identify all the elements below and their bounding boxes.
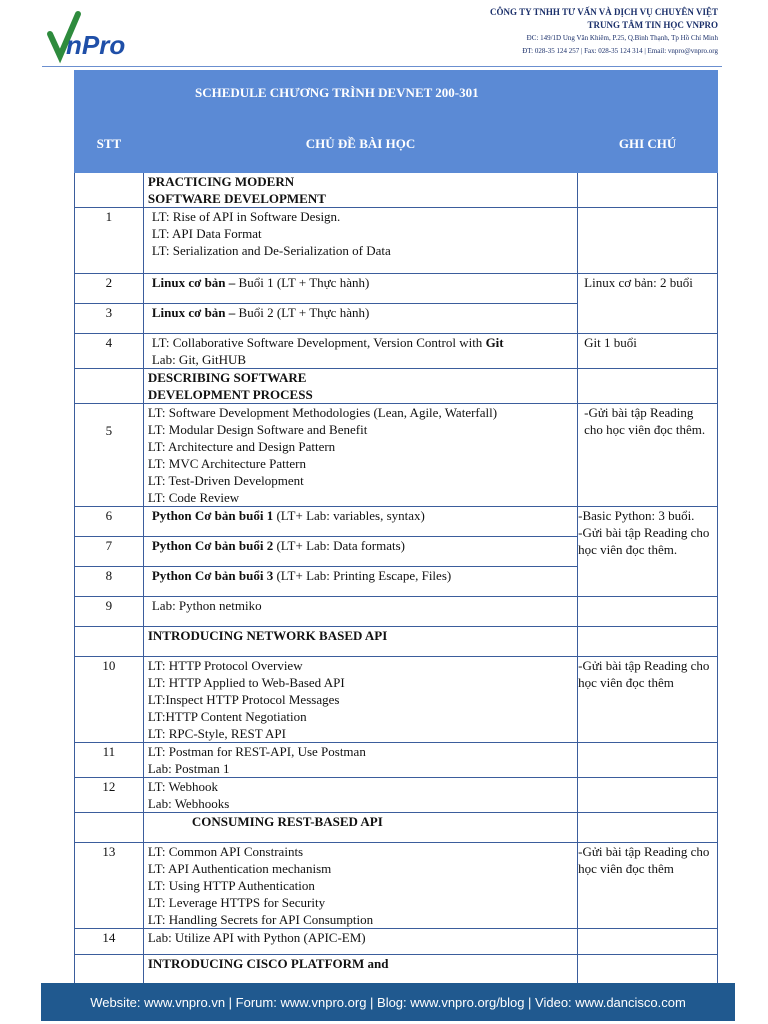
topic-line: LT: Architecture and Design Pattern — [147, 439, 336, 454]
topic-line: LT: Webhook — [147, 779, 219, 794]
row-number: 7 — [75, 537, 144, 567]
row-topic — [143, 537, 577, 567]
topic-bold: Git — [485, 335, 504, 350]
topic-line: LT:Inspect HTTP Protocol Messages — [147, 692, 340, 707]
company-contact: ĐT: 028-35 124 257 | Fax: 028-35 124 314 | Email: vnpro@vnpro.org — [522, 47, 718, 55]
row-number: 14 — [75, 929, 144, 955]
row-topic — [143, 304, 577, 334]
header-divider — [42, 66, 722, 67]
svg-text:nPro: nPro — [66, 30, 126, 60]
row-note: Linux cơ bản: 2 buổi — [578, 274, 718, 334]
row-topic — [143, 843, 577, 929]
center-name: TRUNG TÂM TIN HỌC VNPRO — [587, 20, 718, 30]
topic-line: LT: RPC-Style, REST API — [147, 726, 286, 741]
table-row — [75, 274, 718, 304]
row-topic — [143, 274, 577, 304]
table-row — [75, 507, 718, 537]
topic-line: Lab: Git, GitHUB — [151, 352, 247, 367]
topic-text: Buổi 1 (LT + Thực hành) — [235, 275, 370, 290]
row-number: 10 — [75, 657, 144, 743]
row-topic — [143, 208, 577, 274]
section-title: PRACTICING MODERN SOFTWARE DEVELOPMENT — [143, 173, 577, 208]
row-topic — [143, 507, 577, 537]
table-row — [75, 843, 718, 929]
column-header-stt: STT — [75, 114, 144, 173]
footer-links: Website: www.vnpro.vn | Forum: www.vnpro.org | Blog: www.vnpro.org/blog | Video: www.dancisco.com — [90, 994, 686, 1010]
section-row — [75, 173, 718, 208]
topic-line: LT: Code Review — [147, 490, 240, 505]
table-row — [75, 208, 718, 274]
table-row — [75, 404, 718, 507]
note-line: -Basic Python: 3 buổi. — [578, 508, 695, 523]
column-header-note: GHI CHÚ — [578, 114, 718, 173]
topic-line — [152, 334, 573, 351]
section-row — [75, 813, 718, 843]
topic-line: LT: Leverage HTTPS for Security — [147, 895, 326, 910]
topic-bold: Python Cơ bản buổi 3 — [151, 568, 274, 583]
row-note: -Gửi bài tập Reading cho học viên đọc thêm. — [578, 404, 718, 507]
topic-text: (LT+ Lab: Printing Escape, Files) — [273, 568, 452, 583]
row-topic — [143, 743, 577, 778]
row-number: 5 — [75, 404, 144, 507]
topic-bold: Python Cơ bản buổi 1 — [151, 508, 274, 523]
table-row — [75, 778, 718, 813]
row-number: 6 — [75, 507, 144, 537]
topic-line: LT: Software Development Methodologies (Lean, Agile, Waterfall) — [147, 405, 498, 420]
table-title-row — [75, 71, 718, 114]
document-footer — [41, 983, 735, 1021]
row-number: 3 — [75, 304, 144, 334]
topic-text: (LT+ Lab: Data formats) — [273, 538, 405, 553]
topic-line: LT: Serialization and De-Serialization of Data — [151, 243, 391, 258]
note-line: -Gửi bài tập Reading cho học viên đọc thêm. — [578, 525, 710, 557]
section-title: CONSUMING REST-BASED API — [143, 813, 577, 843]
row-number: 8 — [75, 567, 144, 597]
row-topic — [143, 657, 577, 743]
topic-text: LT: Collaborative Software Development, Version Control with — [151, 335, 486, 350]
topic-text: Buổi 2 (LT + Thực hành) — [235, 305, 370, 320]
section-title: DESCRIBING SOFTWARE DEVELOPMENT PROCESS — [143, 369, 577, 404]
table-title: SCHEDULE CHƯƠNG TRÌNH DEVNET 200-301 — [75, 71, 718, 114]
row-note: -Gửi bài tập Reading cho học viên đọc thêm — [578, 843, 718, 929]
row-number: 13 — [75, 843, 144, 929]
section-row — [75, 627, 718, 657]
table-row — [75, 929, 718, 955]
row-note — [578, 507, 718, 597]
document-header — [0, 0, 768, 68]
row-topic: Lab: Python netmiko — [143, 597, 577, 627]
row-number: 11 — [75, 743, 144, 778]
row-note: Git 1 buổi — [578, 334, 718, 369]
row-number: 1 — [75, 208, 144, 274]
topic-line: LT: API Authentication mechanism — [147, 861, 332, 876]
topic-line: LT: Test-Driven Development — [147, 473, 304, 488]
row-number: 9 — [75, 597, 144, 627]
section-title: INTRODUCING CISCO PLATFORM and — [143, 955, 577, 989]
topic-line: LT: Rise of API in Software Design. — [151, 209, 341, 224]
table-header-row — [75, 114, 718, 173]
row-topic — [143, 334, 577, 369]
table-row — [75, 334, 718, 369]
row-topic: Lab: Utilize API with Python (APIC-EM) — [143, 929, 577, 955]
topic-line: LT: HTTP Applied to Web-Based API — [147, 675, 345, 690]
topic-line: LT: Postman for REST-API, Use Postman — [147, 744, 366, 759]
topic-line: LT: MVC Architecture Pattern — [147, 456, 306, 471]
row-topic — [143, 567, 577, 597]
topic-bold: Python Cơ bản buổi 2 — [151, 538, 274, 553]
company-address: ĐC: 149/1D Ung Văn Khiêm, P.25, Q.Bình Thạnh, Tp Hồ Chí Minh — [526, 34, 718, 42]
topic-line: Lab: Webhooks — [147, 796, 230, 811]
row-number: 4 — [75, 334, 144, 369]
row-number: 2 — [75, 274, 144, 304]
topic-bold: Linux cơ bản – — [151, 275, 236, 290]
topic-line: LT: API Data Format — [151, 226, 262, 241]
row-number: 12 — [75, 778, 144, 813]
schedule-table — [74, 70, 718, 989]
topic-line: LT:HTTP Content Negotiation — [147, 709, 307, 724]
topic-text: (LT+ Lab: variables, syntax) — [273, 508, 425, 523]
topic-line: Lab: Postman 1 — [147, 761, 230, 776]
topic-bold: Linux cơ bản – — [151, 305, 236, 320]
topic-line: LT: Using HTTP Authentication — [147, 878, 315, 893]
topic-line: LT: Modular Design Software and Benefit — [147, 422, 368, 437]
row-topic — [143, 778, 577, 813]
section-row — [75, 369, 718, 404]
topic-line: LT: HTTP Protocol Overview — [147, 658, 303, 673]
company-name: CÔNG TY TNHH TƯ VẤN VÀ DỊCH VỤ CHUYÊN VIỆT — [490, 7, 718, 17]
topic-line: LT: Common API Constraints — [147, 844, 304, 859]
topic-line: LT: Handling Secrets for API Consumption — [147, 912, 374, 927]
table-row — [75, 657, 718, 743]
column-header-topic: CHỦ ĐỀ BÀI HỌC — [143, 114, 577, 173]
company-info — [490, 6, 718, 58]
table-row — [75, 743, 718, 778]
row-note: -Gửi bài tập Reading cho học viên đọc thêm — [578, 657, 718, 743]
row-topic — [143, 404, 577, 507]
table-row — [75, 597, 718, 627]
vnpro-logo — [44, 10, 144, 64]
section-title: INTRODUCING NETWORK BASED API — [143, 627, 577, 657]
